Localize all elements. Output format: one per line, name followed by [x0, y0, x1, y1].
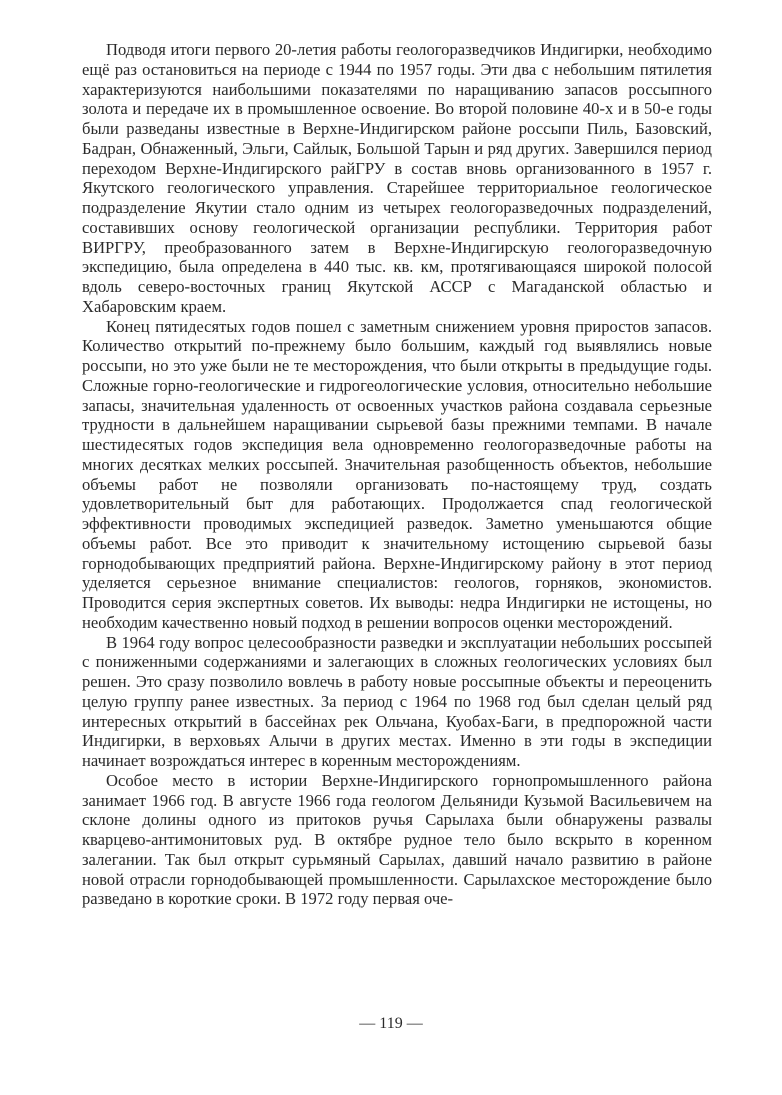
paragraph-1: Подводя итоги первого 20-летия работы геологоразведчиков Индигирки, необходимо ещё раз остановиться на периоде с 1944 по 1957 годы. Эти два с небольшим пятилетия характеризуются наибольшими показателями по наращиванию запасов россыпного золота и передаче их в промышленное освоение. Во второй половине 40-х и в 50-е годы были разведаны известные в Верхне-Индигирском районе россыпи Пиль, Базовский, Бадран, Обнаженный, Эльги, Сайлык, Большой Тарын и ряд других. Завершился период переходом Верхне-Индигирского райГРУ в состав вновь организованного в 1957 г. Якутского геологического управления. Старейшее территориальное геологическое подразделение Якутии стало одним из четырех геологоразведочных подразделений, составивших основу геологической организации республики. Территория работ ВИРГРУ, преобразованного затем в Верхне-Индигирскую геологоразведочную экспедицию, была определена в 440 тыс. кв. км, протягивающаяся широкой полосой вдоль северо-восточных границ Якутской АССР с Магаданской областью и Хабаровским краем.	[82, 40, 712, 316]
page-number: — 119 —	[359, 1015, 423, 1032]
paragraph-3: В 1964 году вопрос целесообразности разведки и эксплуатации небольших россыпей с пониженными содержаниями и залегающих в сложных геологических условиях был решен. Это сразу позволило вовлечь в работу новые россыпные объекты и переоценить целую группу ранее известных. За период с 1964 по 1968 год был сделан целый ряд интересных открытий в бассейнах рек Ольчана, Куобах-Баги, в предпорожной части Индигирки, в верховьях Алычи в других местах. Именно в эти годы в экспедиции начинает возрождаться интерес в коренным месторождениям.	[82, 632, 712, 770]
paragraph-4: Особое место в истории Верхне-Индигирского горнопромышленного района занимает 1966 год. В августе 1966 года геологом Дельяниди Кузьмой Васильевичем на склоне долины одного из притоков ручья Сарылаха были обнаружены развалы кварцево-антимонитовых руд. В октябре рудное тело было вскрыто в коренном залегании. Так был открыт сурьмяный Сарылах, давший начало развитию в районе новой отрасли горнодобывающей промышленности. Сарылахское месторождение было разведано в короткие сроки. В 1972 году первая оче-	[82, 770, 712, 909]
page-body	[82, 40, 712, 909]
paragraph-2: Конец пятидесятых годов пошел с заметным снижением уровня приростов запасов. Количество открытий по-прежнему было большим, каждый год выявлялись новые россыпи, но это уже были не те месторождения, что были открыты в предыдущие годы. Сложные горно-геологические и гидрогеологические условия, относительно небольшие запасы, значительная удаленность от освоенных участков района создавала серьезные трудности в дальнейшем наращивании сырьевой базы прежними темпами. В начале шестидесятых годов экспедиция вела одновременно геологоразведочные работы на многих десятках мелких россыпей. Значительная разобщенность объектов, небольшие объемы работ не позволяли организовать по-настоящему труд, создать удовлетворительный быт для работающих. Продолжается спад геологической эффективности проводимых экспедицией разведок. Заметно уменьшаются общие объемы работ. Все это приводит к значительному истощению сырьевой базы горнодобывающих предприятий района. Верхне-Индигирскому району в этот период уделяется серьезное внимание специалистов: геологов, горняков, экономистов. Проводится серия экспертных советов. Их выводы: недра Индигирки не истощены, но необходим качественно новый подход в решении вопросов оценки месторождений.	[82, 316, 712, 632]
